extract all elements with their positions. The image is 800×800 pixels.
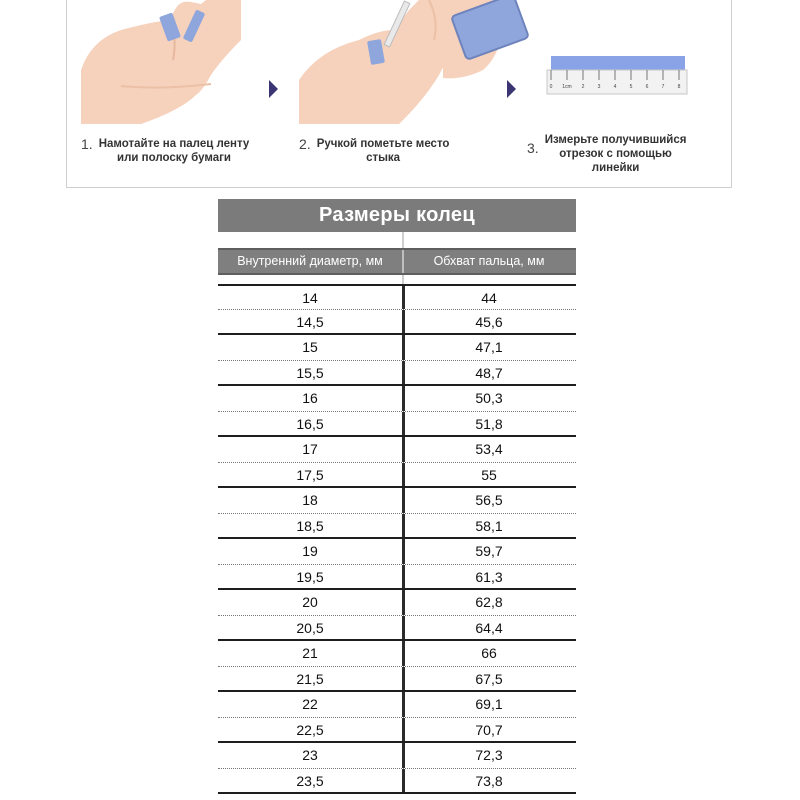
ruler-label: 0: [549, 84, 553, 90]
cell-inner-diameter: 16: [302, 390, 318, 406]
cell-inner-diameter: 17: [302, 441, 318, 457]
cell-inner-diameter: 20,5: [296, 619, 324, 636]
cell-inner-diameter: 18: [302, 492, 318, 508]
table-spacer: [218, 275, 576, 284]
cell-finger-circumference: 67,5: [475, 670, 503, 687]
table-row: [218, 488, 576, 514]
column-divider: [402, 286, 405, 309]
column-divider: [402, 232, 404, 248]
table-row: [218, 616, 576, 642]
cell-inner-diameter: 15: [302, 339, 318, 355]
column-divider: [402, 386, 405, 411]
table-row: [218, 743, 576, 769]
cell-finger-circumference: 55: [481, 466, 497, 483]
step-text: Измерьте получившийся отрезок с помощью линейки: [544, 134, 687, 174]
ruler-label: 7: [661, 84, 665, 90]
cell-inner-diameter: 22,5: [296, 721, 324, 738]
step-1: [81, 137, 249, 165]
table-body: [218, 284, 576, 794]
column-divider: [402, 437, 405, 462]
cell-finger-circumference: 47,1: [475, 339, 503, 355]
table-row: [218, 514, 576, 540]
cell-finger-circumference: 53,4: [475, 441, 503, 457]
cell-inner-diameter: 20: [302, 594, 318, 610]
cell-inner-diameter: 19,5: [296, 568, 324, 585]
ruler-label: 4: [613, 84, 617, 90]
table-row: [218, 284, 576, 310]
table-title: Размеры колец: [218, 199, 576, 232]
cell-inner-diameter: 16,5: [296, 415, 324, 432]
cell-finger-circumference: 50,3: [475, 390, 503, 406]
table-row: [218, 437, 576, 463]
table-spacer: [218, 232, 576, 248]
step-arrow-icon: [269, 80, 278, 98]
instruction-panel: [66, 0, 732, 188]
header-finger-circumference: Обхват пальца, мм: [433, 254, 545, 268]
cell-inner-diameter: 23: [302, 747, 318, 763]
table-row: [218, 667, 576, 693]
table-row: [218, 641, 576, 667]
column-divider: [402, 692, 405, 717]
cell-finger-circumference: 45,6: [475, 313, 503, 330]
column-divider: [402, 463, 405, 487]
step-3: [527, 133, 686, 175]
column-divider: [402, 310, 405, 334]
cell-finger-circumference: 73,8: [475, 772, 503, 789]
table-row: [218, 590, 576, 616]
table-header-row: [218, 248, 576, 275]
step-number: 3.: [527, 140, 539, 156]
step-text: Ручкой пометьте место стыка: [316, 138, 450, 164]
column-divider: [402, 565, 405, 589]
step-number: 2.: [299, 136, 311, 152]
cell-inner-diameter: 15,5: [296, 364, 324, 381]
cell-finger-circumference: 70,7: [475, 721, 503, 738]
column-divider: [402, 488, 405, 513]
cell-finger-circumference: 66: [481, 645, 497, 661]
cell-finger-circumference: 58,1: [475, 517, 503, 534]
cell-finger-circumference: 61,3: [475, 568, 503, 585]
step-2: [299, 137, 449, 165]
table-row: [218, 386, 576, 412]
table-row: [218, 463, 576, 489]
column-divider: [402, 769, 405, 793]
hand-tape-illustration: [81, 0, 241, 124]
table-row: [218, 335, 576, 361]
table-row: [218, 692, 576, 718]
ruler-label: 6: [645, 84, 649, 90]
cell-inner-diameter: 22: [302, 696, 318, 712]
cell-inner-diameter: 18,5: [296, 517, 324, 534]
table-row: [218, 412, 576, 438]
cell-finger-circumference: 69,1: [475, 696, 503, 712]
column-divider: [402, 412, 405, 436]
cell-inner-diameter: 14,5: [296, 313, 324, 330]
column-divider: [402, 641, 405, 666]
column-divider: [402, 250, 404, 273]
cell-finger-circumference: 44: [481, 290, 497, 306]
table-row: [218, 361, 576, 387]
cell-finger-circumference: 64,4: [475, 619, 503, 636]
cell-inner-diameter: 21,5: [296, 670, 324, 687]
ruler-label: 2: [581, 84, 585, 90]
ruler-label: 5: [629, 84, 633, 90]
cell-finger-circumference: 72,3: [475, 747, 503, 763]
table-row: [218, 565, 576, 591]
table-row: [218, 769, 576, 795]
column-divider: [402, 514, 405, 538]
ruler-label: 1cm: [562, 84, 572, 90]
header-inner-diameter: Внутренний диаметр, мм: [237, 254, 383, 268]
cell-inner-diameter: 21: [302, 645, 318, 661]
cell-finger-circumference: 48,7: [475, 364, 503, 381]
ring-size-table: [218, 199, 576, 794]
cell-inner-diameter: 17,5: [296, 466, 324, 483]
cell-finger-circumference: 56,5: [475, 492, 503, 508]
cell-finger-circumference: 59,7: [475, 543, 503, 559]
step-text: Намотайте на палец ленту или полоску бумаги: [98, 138, 250, 164]
column-divider: [402, 335, 405, 360]
step-number: 1.: [81, 136, 93, 152]
column-divider: [402, 590, 405, 615]
column-divider: [402, 275, 404, 284]
column-divider: [402, 667, 405, 691]
column-divider: [402, 743, 405, 768]
ruler-label: 3: [597, 84, 601, 90]
table-row: [218, 310, 576, 336]
ruler-label: 8: [677, 84, 681, 90]
cell-inner-diameter: 19: [302, 543, 318, 559]
column-divider: [402, 539, 405, 564]
cell-finger-circumference: 51,8: [475, 415, 503, 432]
column-divider: [402, 361, 405, 385]
cell-finger-circumference: 62,8: [475, 594, 503, 610]
cell-inner-diameter: 23,5: [296, 772, 324, 789]
ruler-illustration: [443, 0, 733, 124]
column-divider: [402, 616, 405, 640]
column-divider: [402, 718, 405, 742]
table-row: [218, 718, 576, 744]
table-row: [218, 539, 576, 565]
cell-inner-diameter: 14: [302, 290, 318, 306]
